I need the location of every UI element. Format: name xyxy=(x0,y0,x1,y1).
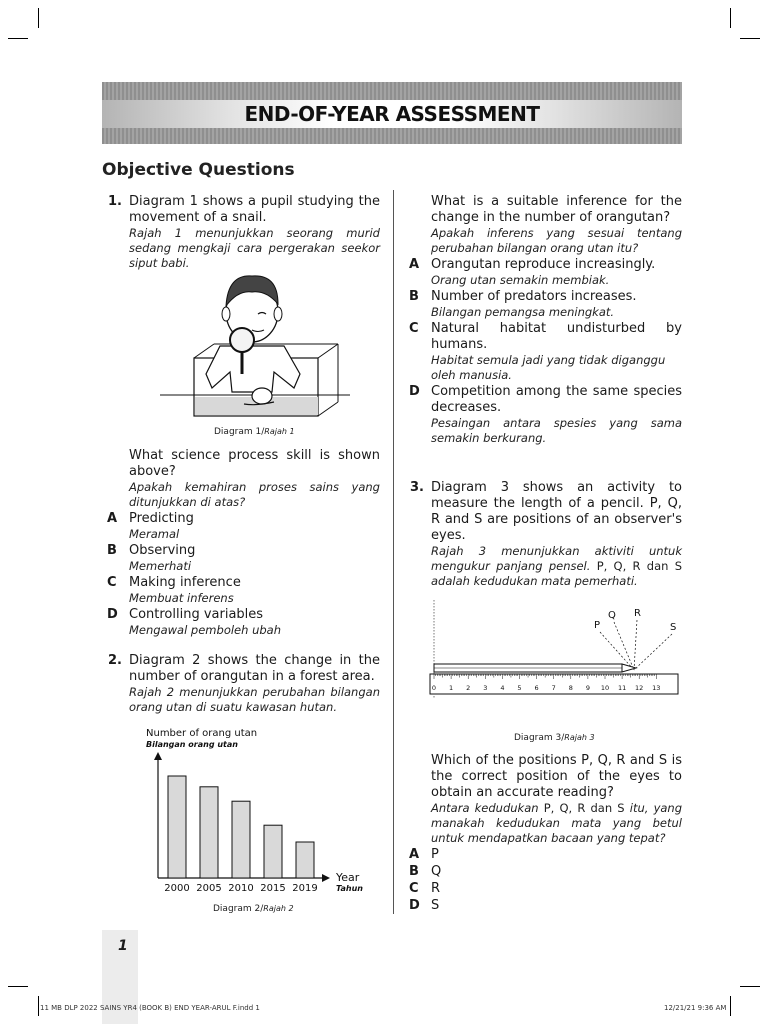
option-b[interactable] xyxy=(107,543,380,574)
question-number: 3. xyxy=(410,480,424,495)
x-tick-label: 2000 xyxy=(164,883,190,894)
question-3 xyxy=(410,480,682,589)
option-letter: C xyxy=(107,575,117,590)
question-1 xyxy=(108,194,380,271)
pupil-ear xyxy=(274,307,282,321)
question-2-body xyxy=(409,194,682,446)
ruler-label: 8 xyxy=(568,684,573,692)
question-text: Diagram 3 shows an activity to measure the length of a pencil. P, Q, R and S are positions of an observer's eyes. xyxy=(431,480,682,543)
pupil-ear xyxy=(222,307,230,321)
header-banner xyxy=(102,82,682,144)
question-text-malay: Rajah 2 menunjukkan perubahan bilangan orang utan di suatu kawasan hutan. xyxy=(129,685,380,714)
bar-2015 xyxy=(264,825,282,878)
option-letter: B xyxy=(107,543,117,558)
option-text: P xyxy=(431,847,439,862)
ruler-label: 3 xyxy=(483,684,488,692)
bar-2005 xyxy=(200,787,218,878)
option-text-malay: Memerhati xyxy=(129,559,192,573)
option-text: Observing xyxy=(129,543,196,558)
crop-mark xyxy=(38,8,39,28)
caption-malay: Rajah 3 xyxy=(564,733,595,742)
option-letter: C xyxy=(409,881,419,896)
crop-mark xyxy=(730,8,731,28)
x-tick-label: 2015 xyxy=(260,883,286,894)
option-text: Controlling variables xyxy=(129,607,264,622)
crop-mark xyxy=(8,986,28,987)
crop-mark xyxy=(730,996,731,1016)
position-r: R xyxy=(634,608,641,619)
ruler-label: 2 xyxy=(466,684,471,692)
page-title: END-OF-YEAR ASSESSMENT xyxy=(244,102,540,126)
crop-mark xyxy=(740,38,760,39)
page-number: 1 xyxy=(118,938,128,954)
question-2 xyxy=(108,653,380,715)
option-text: Number of predators increases. xyxy=(431,289,637,304)
option-d[interactable] xyxy=(409,898,682,914)
question-prompt: What is a suitable inference for the change in the number of orangutan? xyxy=(431,194,682,225)
ruler-label: 6 xyxy=(534,684,539,692)
question-text-malay: Rajah 3 menunjukkan aktiviti untuk mengukur panjang pensel. P, Q, R dan S adalah kedudukan mata pemerhati. xyxy=(431,544,682,588)
caption-en: Diagram 3/ xyxy=(514,733,565,743)
option-d[interactable] xyxy=(107,607,380,638)
snail-shell xyxy=(252,388,272,404)
orangutan-bar-chart xyxy=(140,724,380,900)
ruler-label: 12 xyxy=(635,684,644,692)
option-text: S xyxy=(431,898,440,913)
ruler-label: 11 xyxy=(617,684,627,692)
section-title: Objective Questions xyxy=(102,160,295,180)
position-q: Q xyxy=(608,610,616,621)
sight-line-s xyxy=(634,634,672,670)
option-letter: B xyxy=(409,864,419,879)
question-prompt-malay: Apakah inferens yang sesuai tentang perubahan bilangan orang utan itu? xyxy=(431,226,682,255)
magnifying-glass xyxy=(230,328,254,352)
pencil-tip xyxy=(622,664,636,672)
option-text: Q xyxy=(431,864,442,879)
y-axis-arrow xyxy=(154,752,162,760)
option-text: Orangutan reproduce increasingly. xyxy=(431,257,656,272)
option-a[interactable] xyxy=(409,847,682,863)
question-number: 1. xyxy=(108,194,122,209)
x-axis-label: Year xyxy=(336,871,360,884)
pupil-body xyxy=(206,346,300,392)
option-c[interactable] xyxy=(409,321,682,383)
aquarium-tank xyxy=(318,402,338,416)
option-a[interactable] xyxy=(107,511,380,542)
question-text: Diagram 2 shows the change in the number of orangutan in a forest area. xyxy=(129,653,380,684)
option-letter: B xyxy=(409,289,419,304)
option-letter: C xyxy=(409,321,419,336)
question-text-malay: Rajah 1 menunjukkan seorang murid sedang mengkaji cara pergerakan seekor siput babi. xyxy=(129,226,380,270)
caption-malay: Rajah 2 xyxy=(263,904,294,913)
bar-2010 xyxy=(232,801,250,878)
x-tick-label: 2010 xyxy=(228,883,254,894)
diagram-3-caption xyxy=(514,733,595,743)
ruler-label: 10 xyxy=(600,684,610,692)
ruler-label: 4 xyxy=(500,684,505,692)
option-b[interactable] xyxy=(409,864,682,880)
ruler-label: 9 xyxy=(585,684,590,692)
caption-en: Diagram 2/ xyxy=(213,904,264,914)
option-text: Competition among the same species decreases. xyxy=(431,384,682,415)
option-c[interactable] xyxy=(107,575,380,606)
option-c[interactable] xyxy=(409,881,682,897)
sight-line-q xyxy=(614,622,634,670)
diagram-2-caption xyxy=(213,904,294,914)
x-tick-label: 2005 xyxy=(196,883,222,894)
option-text-malay: Habitat semula jadi yang tidak diganggu oleh manusia. xyxy=(431,353,666,382)
y-axis-label-malay: Bilangan orang utan xyxy=(146,740,238,749)
diagram-1-caption xyxy=(214,427,295,437)
option-letter: A xyxy=(409,257,420,272)
question-prompt: Which of the positions P, Q, R and S is the correct position of the eyes to obtain an accurate reading? xyxy=(431,753,682,800)
option-letter: A xyxy=(409,847,420,862)
option-letter: A xyxy=(107,511,118,526)
x-axis-arrow xyxy=(322,874,330,882)
ruler-label: 7 xyxy=(551,684,556,692)
option-d[interactable] xyxy=(409,384,682,446)
question-3-body xyxy=(409,753,683,914)
sight-line-r xyxy=(634,620,637,670)
question-number: 2. xyxy=(108,653,122,668)
y-axis-label: Number of orang utan xyxy=(146,728,258,739)
footer-file: 11 MB DLP 2022 SAINS YR4 (BOOK B) END YEAR-ARUL F.indd 1 xyxy=(40,1004,260,1012)
crop-mark xyxy=(8,38,28,39)
column-divider xyxy=(393,190,394,914)
option-b[interactable] xyxy=(409,289,682,320)
diagram-1-illustration xyxy=(160,262,350,422)
question-1-body xyxy=(107,448,380,638)
option-text-malay: Pesaingan antara spesies yang sama semakin berkurang. xyxy=(431,416,682,445)
aquarium-tank xyxy=(194,344,214,358)
option-text: Natural habitat undisturbed by humans. xyxy=(431,321,682,352)
position-p: P xyxy=(594,620,601,631)
question-prompt-malay: Apakah kemahiran proses sains yang ditunjukkan di atas? xyxy=(129,480,380,509)
ruler-label: 0 xyxy=(431,684,437,692)
footer-timestamp: 12/21/21 9:36 AM xyxy=(664,1004,727,1012)
crop-mark xyxy=(740,986,760,987)
diagram-3-illustration xyxy=(424,598,686,702)
option-letter: D xyxy=(107,607,118,622)
option-letter: D xyxy=(409,384,420,399)
option-a[interactable] xyxy=(409,257,682,288)
option-text-malay: Orang utan semakin membiak. xyxy=(431,273,610,287)
option-letter: D xyxy=(409,898,420,913)
x-tick-label: 2019 xyxy=(292,883,318,894)
caption-en: Diagram 1/ xyxy=(214,427,265,437)
ruler-label: 13 xyxy=(652,684,661,692)
option-text-malay: Bilangan pemangsa meningkat. xyxy=(431,305,615,319)
bar-2000 xyxy=(168,776,186,878)
question-text: Diagram 1 shows a pupil studying the movement of a snail. xyxy=(129,194,380,225)
option-text-malay: Membuat inferens xyxy=(129,591,234,605)
question-prompt: What science process skill is shown above? xyxy=(129,448,380,479)
option-text: Predicting xyxy=(129,511,194,526)
ruler-label: 1 xyxy=(449,684,454,692)
ruler-label: 5 xyxy=(517,684,522,692)
x-axis-label-malay: Tahun xyxy=(336,884,363,893)
option-text-malay: Meramal xyxy=(129,527,180,541)
position-s: S xyxy=(670,622,677,633)
caption-malay: Rajah 1 xyxy=(264,427,295,436)
option-text: Making inference xyxy=(129,575,241,590)
aquarium-tank xyxy=(318,344,338,358)
bar-2019 xyxy=(296,842,314,878)
crop-mark xyxy=(38,996,39,1016)
question-prompt-malay: Antara kedudukan P, Q, R dan S itu, yang manakah kedudukan mata yang betul untuk mendapatkan bacaan yang tepat? xyxy=(431,801,683,845)
option-text-malay: Mengawal pemboleh ubah xyxy=(129,623,281,637)
option-text: R xyxy=(431,881,441,896)
